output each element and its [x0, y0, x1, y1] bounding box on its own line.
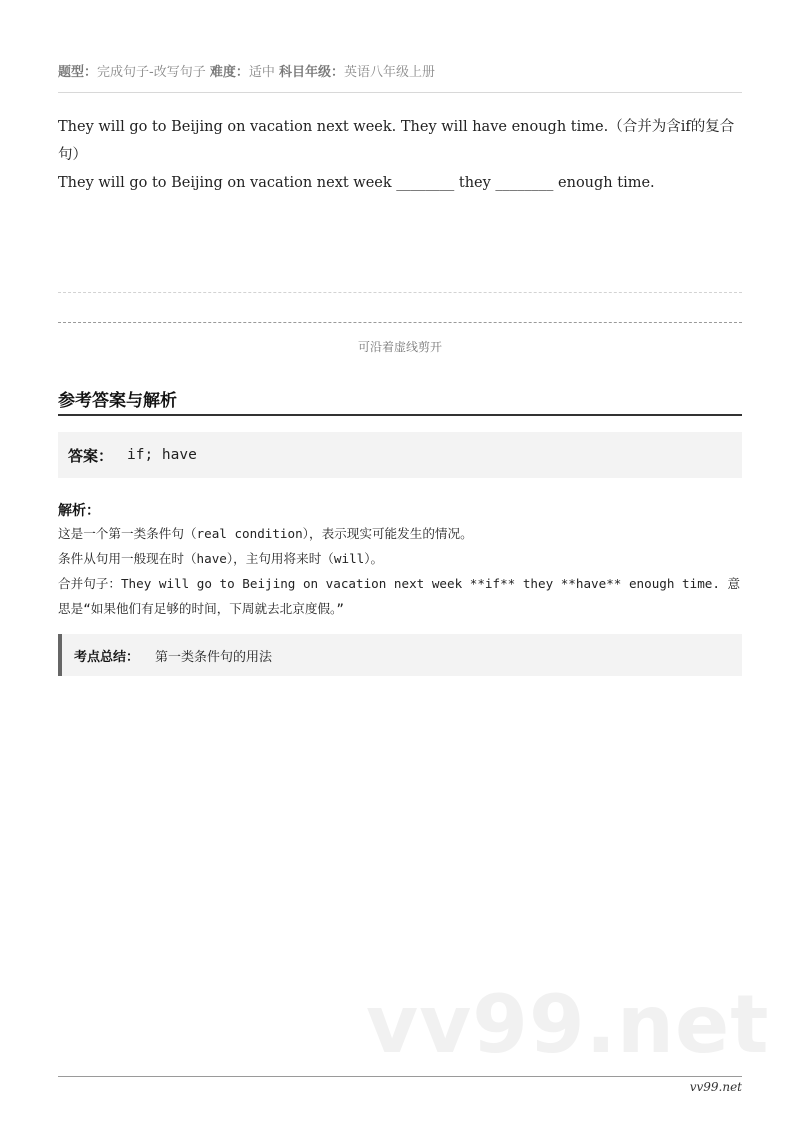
summary-value: 第一类条件句的用法 [155, 649, 273, 665]
question-text [58, 113, 748, 197]
answer-section-title: 参考答案与解析 [58, 391, 177, 411]
analysis-line: 条件从句用一般现在时（have），主句用将来时（will）。 [58, 551, 384, 566]
answer-value: if; have [127, 447, 197, 463]
answer-section-divider [58, 414, 742, 416]
subject-label: 科目年级： [279, 65, 345, 80]
cut-line [58, 322, 742, 323]
footer-site: vv99.net [689, 1080, 742, 1094]
header-divider [58, 92, 742, 93]
difficulty-value: 适中 [248, 65, 275, 80]
answer-label: 答案： [68, 446, 114, 465]
subject-value: 英语八年级上册 [344, 65, 436, 80]
summary-box [58, 634, 742, 676]
footer-divider [58, 1076, 742, 1077]
analysis-line: 这是一个第一类条件句（real condition），表示现实可能发生的情况。 [58, 526, 473, 541]
question-prompt: They will go to Beijing on vacation next week. They will have enough time.（合并为含if的复合句） [58, 119, 735, 163]
dashed-divider [58, 292, 742, 293]
question-blank-sentence: They will go to Beijing on vacation next week ________ they ________ enough time. [58, 175, 655, 191]
summary-label: 考点总结： [74, 649, 140, 665]
analysis-line: 合并句子：They will go to Beijing on vacation next week **if** they **have** enough time. 意思是“如果他们有足够的时间，下周就去北京度假。” [58, 576, 741, 616]
question-meta [58, 64, 742, 82]
analysis-text [58, 521, 748, 621]
analysis-label: 解析： [58, 503, 100, 519]
type-label: 题型： [58, 65, 98, 80]
watermark: vv99.net [366, 978, 770, 1071]
difficulty-label: 难度： [209, 65, 249, 80]
cut-hint: 可沿着虚线剪开 [357, 340, 442, 354]
answer-box [58, 432, 742, 478]
type-value: 完成句子-改写句子 [97, 65, 206, 80]
